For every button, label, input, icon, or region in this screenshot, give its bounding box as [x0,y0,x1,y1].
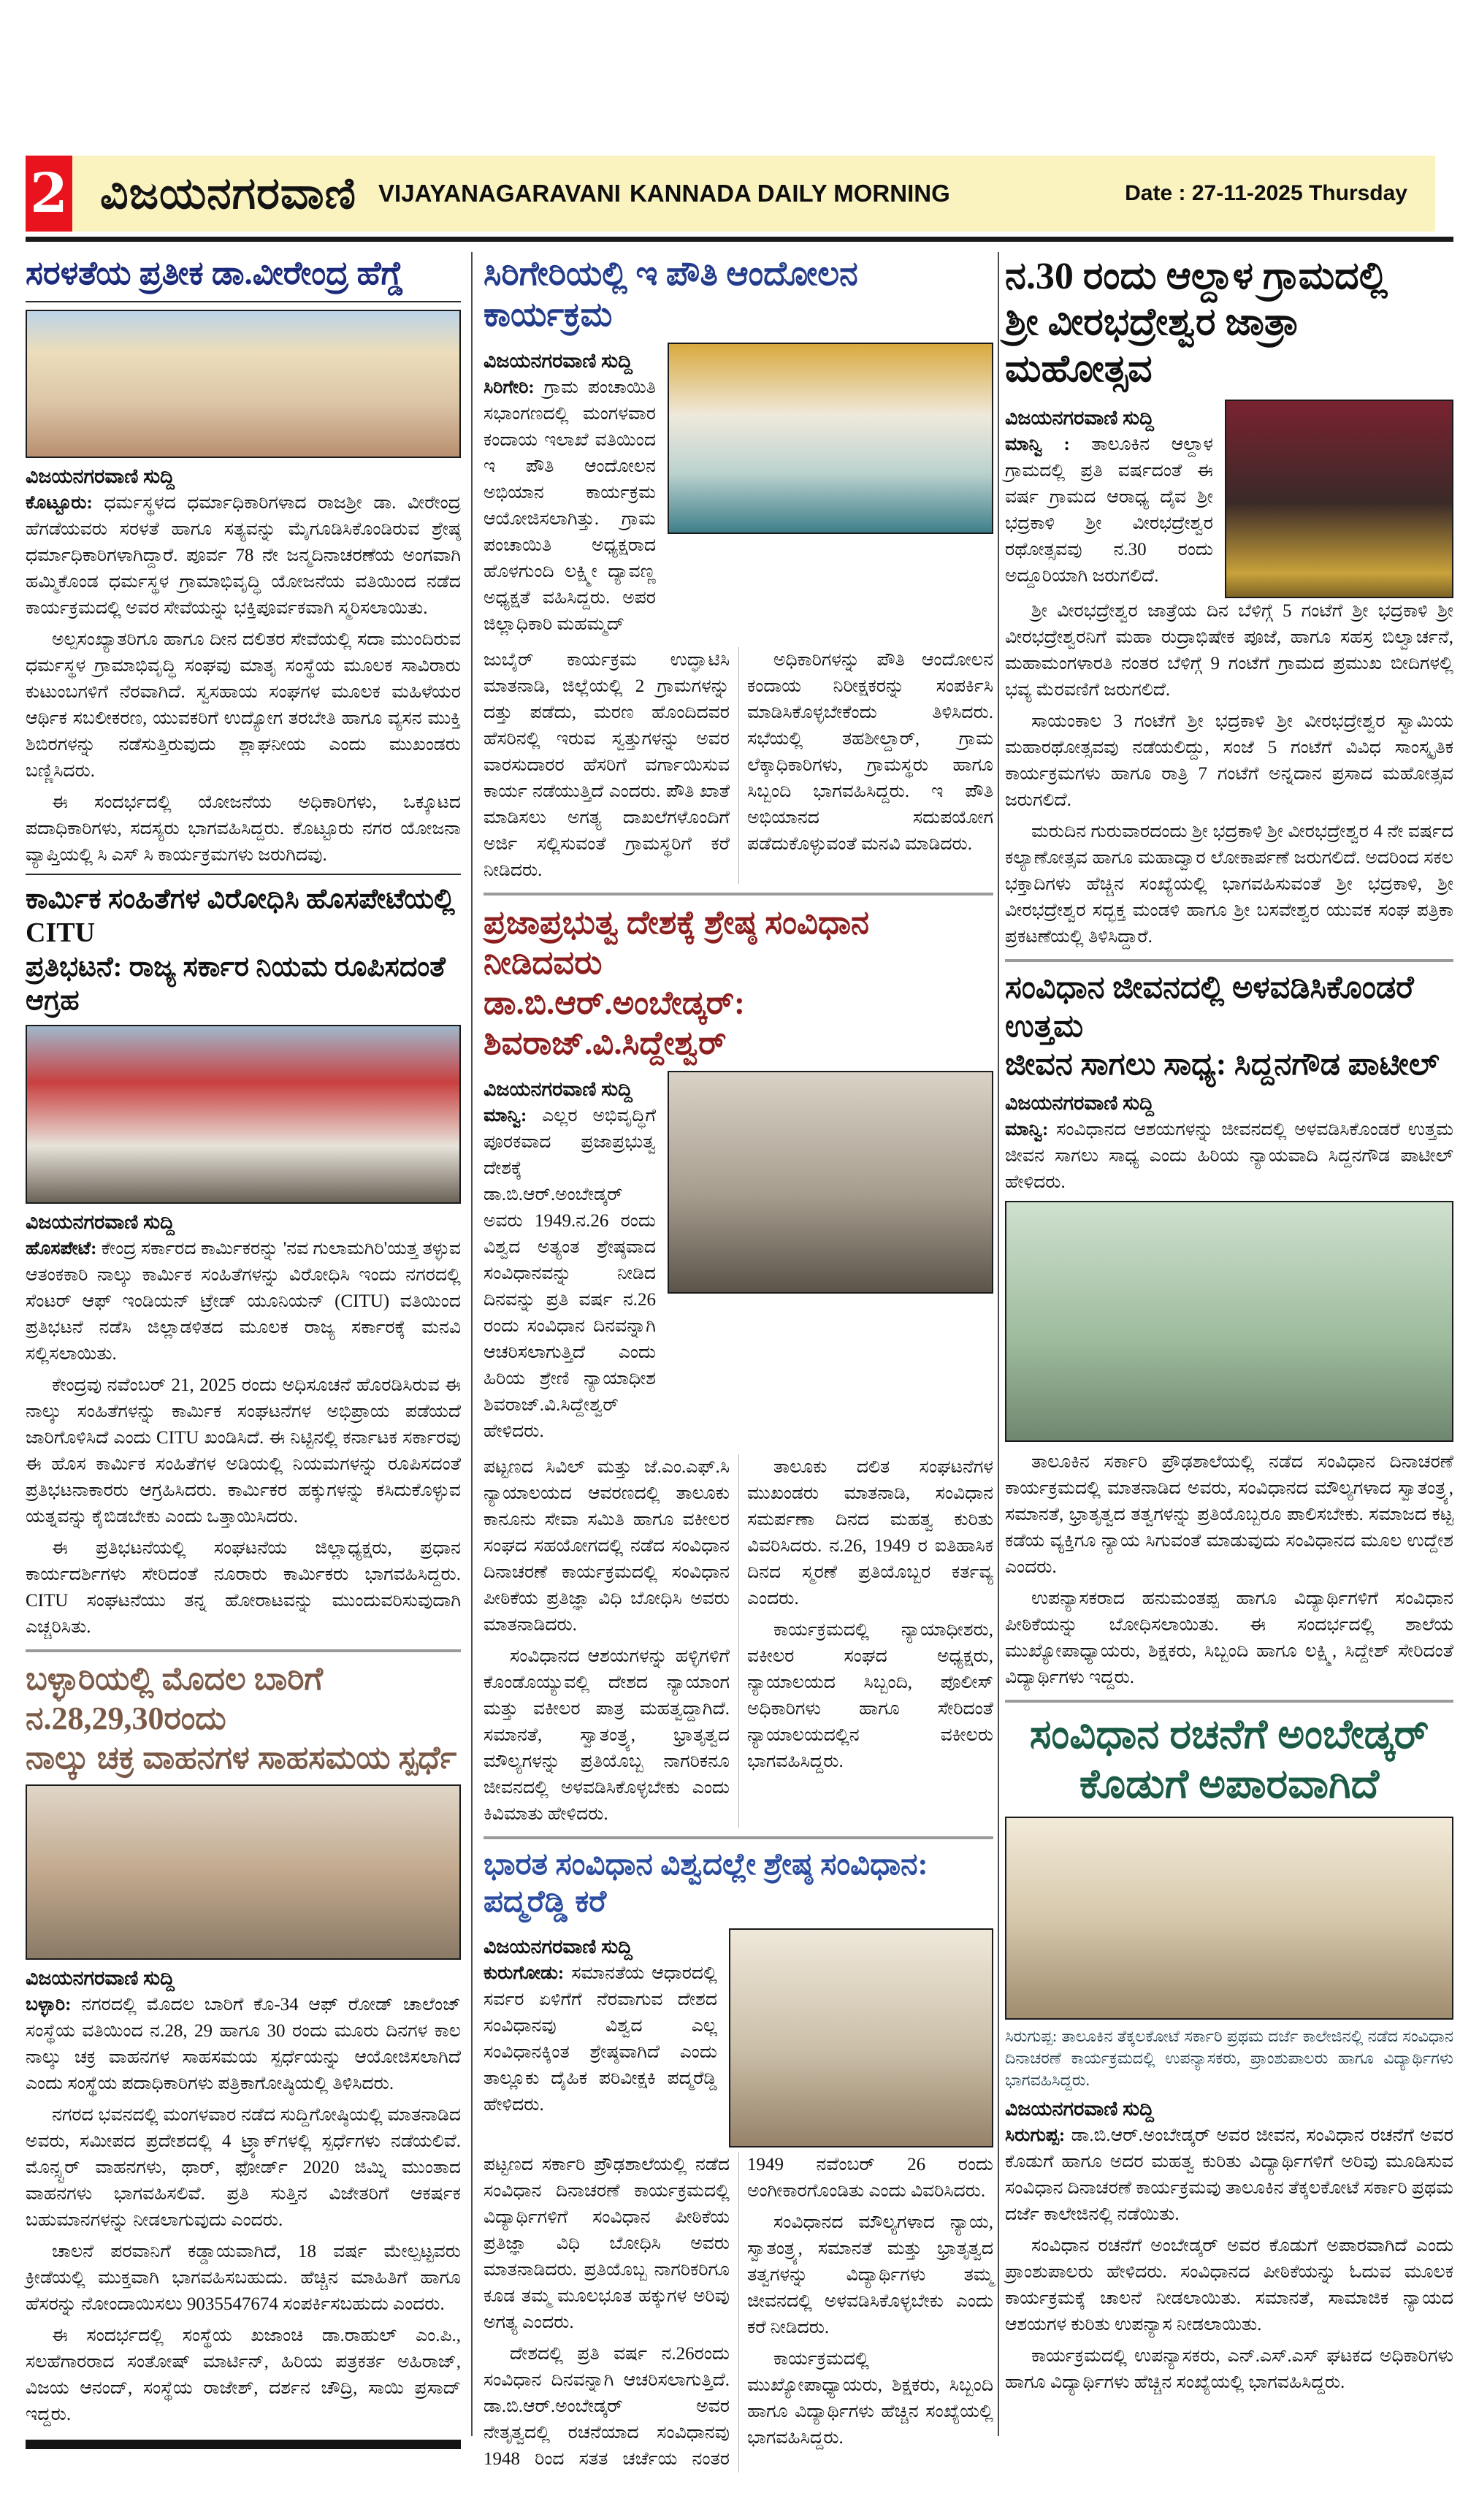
masthead [26,156,1435,232]
article-paragraph: ಸಾಯಂಕಾಲ 3 ಗಂಟೆಗೆ ಶ್ರೀ ಭದ್ರಕಾಳಿ ಶ್ರೀ ವೀರಭದ್ರೇಶ್ವರ ಸ್ವಾಮಿಯ ಮಹಾರಥೋತ್ಸವವು ನಡೆಯಲಿದ್ದು, ಸಂಜೆ 5 ಗಂಟೆಗೆ ವಿವಿಧ ಸಾಂಸ್ಕೃತಿಕ ಕಾರ್ಯಕ್ರಮಗಳು ಹಾಗೂ ರಾತ್ರಿ 7 ಗಂಟೆಗೆ ಅನ್ನದಾನ ಪ್ರಸಾದ ಮಹೋತ್ಸವ ಜರುಗಲಿದೆ. [1005,711,1453,811]
dateline: ವಿಜಯನಗರವಾಣಿ ಸುದ್ದಿ [26,1211,175,1234]
article-paragraph: ಕೇಂದ್ರವು ನವೆಂಬರ್ 21, 2025 ರಂದು ಅಧಿಸೂಚನೆ ಹೊರಡಿಸಿರುವ ಈ ನಾಲ್ಕು ಸಂಹಿತೆಗಳನ್ನು ಕಾರ್ಮಿಕ ಸಂಘಟನೆಗಳ ಅಭಿಪ್ರಾಯ ಪಡೆಯದೆ ಜಾರಿಗೊಳಿಸಿದೆ ಎಂದು CITU ಖಂಡಿಸಿದೆ. ಈ ನಿಟ್ಟಿನಲ್ಲಿ ಕರ್ನಾಟಕ ಸರ್ಕಾರವು ಈ ಹೊಸ ಕಾರ್ಮಿಕ ಸಂಹಿತೆಗಳ ಅಡಿಯಲ್ಲಿ ನಿಯಮಗಳನ್ನು ರೂಪಿಸದಂತೆ ಪ್ರತಿಭಟನಾಕಾರರು ಆಗ್ರಹಿಸಿದರು. ಕಾರ್ಮಿಕರ ಹಕ್ಕುಗಳನ್ನು ಕಸಿದುಕೊಳ್ಳುವ ಯತ್ನವನ್ನು ಕೈಬಿಡಬೇಕು ಎಂದು ಒತ್ತಾಯಿಸಿದರು. [26,1375,461,1527]
article-headline: ಭಾರತ ಸಂವಿಧಾನ ವಿಶ್ವದಲ್ಲೇ ಶ್ರೇಷ್ಠ ಸಂವಿಧಾನ: ಪದ್ಮರೆಡ್ಡಿ ಕರೆ [484,1847,928,1920]
article-top-row [484,1928,993,2147]
article-paragraph: ಉಪನ್ಯಾಸಕರಾದ ಹನುಮಂತಪ್ಪ ಹಾಗೂ ವಿದ್ಯಾರ್ಥಿಗಳಿಗೆ ಸಂವಿಧಾನ ಪೀಠಿಕೆಯನ್ನು ಬೋಧಿಸಲಾಯಿತು. ಈ ಸಂದರ್ಭದಲ್ಲಿ ಶಾಲೆಯ ಮುಖ್ಯೋಪಾಧ್ಯಾಯರು, ಶಿಕ್ಷಕರು, ಸಿಬ್ಬಂದಿ ಹಾಗೂ ಲಕ್ಷ್ಮಿ, ಸಿದ್ದೇಶ್ ಸೇರಿದಂತೆ ವಿದ್ಯಾರ್ಥಿಗಳು ಇದ್ದರು. [1005,1588,1453,1687]
right-column [1005,252,1453,2401]
article-top-row [1005,400,1453,598]
article-body-columns [484,647,993,884]
article-paragraph: ಶ್ರೀ ವೀರಭದ್ರೇಶ್ವರ ಜಾತ್ರೆಯ ದಿನ ಬೆಳಿಗ್ಗೆ 5 ಗಂಟೆಗೆ ಶ್ರೀ ಭದ್ರಕಾಳಿ ಶ್ರೀ ವೀರಭದ್ರೇಶ್ವರನಿಗೆ ಮಹಾ ರುದ್ರಾಭಿಷೇಕ ಪೂಜೆ, ಹಾಗೂ ಸಹಸ್ರ ಬಿಲ್ವಾರ್ಚನೆ, ಮಹಾಮಂಗಳಾರತಿ ನಂತರ ಬೆಳಿಗ್ಗೆ 9 ಗಂಟೆಗೆ ಗ್ರಾಮದ ಪ್ರಮುಖ ಬೀದಿಗಳಲ್ಲಿ ಭವ್ಯ ಮೆರವಣಿಗೆ ಜರುಗಲಿದೆ. [1005,601,1453,700]
article-paragraph: ಕುರುಗೋಡು: ಸಮಾನತೆಯ ಆಧಾರದಲ್ಲಿ ಸರ್ವರ ಏಳಿಗೆಗೆ ನೆರವಾಗುವ ದೇಶದ ಸಂವಿಧಾನವು ವಿಶ್ವದ ಎಲ್ಲ ಸಂವಿಧಾನಕ್ಕಿಂತ ಶ್ರೇಷ್ಠವಾಗಿದೆ ಎಂದು ತಾಲ್ಲೂಕು ದೈಹಿಕ ಪರಿವೀಕ್ಷಕಿ ಪದ್ಮರೆಡ್ಡಿ ಹೇಳಿದರು. [484,1963,717,2115]
article-paragraph: ಪಟ್ಟಣದ ಸರ್ಕಾರಿ ಪ್ರೌಢಶಾಲೆಯಲ್ಲಿ ನಡೆದ ಸಂವಿಧಾನ ದಿನಾಚರಣೆ ಕಾರ್ಯಕ್ರಮದಲ್ಲಿ ವಿದ್ಯಾರ್ಥಿಗಳಿಗೆ ಸಂವಿಧಾನ ಪೀಠಿಕೆಯ ಪ್ರತಿಜ್ಞಾ ವಿಧಿ ಬೋಧಿಸಿ ಅವರು ಮಾತನಾಡಿದರು. ಪ್ರತಿಯೊಬ್ಬ ನಾಗರಿಕರಿಗೂ ಕೂಡ ತಮ್ಮ ಮೂಲಭೂತ ಹಕ್ಕುಗಳ ಅರಿವು ಅಗತ್ಯ ಎಂದರು. [484,2155,730,2333]
dateline: ವಿಜಯನಗರವಾಣಿ ಸುದ್ದಿ [1005,1091,1154,1114]
article-separator [484,893,993,896]
article-separator [26,1649,461,1652]
classroom-program-photo [1005,1201,1453,1442]
article-paragraph: ಕೊಟ್ಟೂರು: ಧರ್ಮಸ್ಥಳದ ಧರ್ಮಾಧಿಕಾರಿಗಳಾದ ರಾಜಶ್ರೀ ಡಾ. ವೀರೇಂದ್ರ ಹೆಗಡೆಯವರು ಸರಳತೆ ಹಾಗೂ ಸತ್ಯವನ್ನು ಮೈಗೂಡಿಸಿಕೊಂಡಿರುವ ಶ್ರೇಷ್ಠ ಧರ್ಮಾಧಿಕಾರಿಗಳಾಗಿದ್ದಾರೆ. ಪೂರ್ವ 78 ನೇ ಜನ್ಮದಿನಾಚರಣೆಯ ಅಂಗವಾಗಿ ಹಮ್ಮಿಕೊಂಡ ಧರ್ಮಸ್ಥಳ ಗ್ರಾಮಾಭಿವೃದ್ಧಿ ಯೋಜನೆಯ ವತಿಯಿಂದ ನಡೆದ ಕಾರ್ಯಕ್ರಮದಲ್ಲಿ ಅವರ ಸೇವೆಯನ್ನು ಭಕ್ತಿಪೂರ್ವಕವಾಗಿ ಸ್ಮರಿಸಲಾಯಿತು. [26,492,462,618]
article-kottur-hegde [26,253,461,868]
article-paragraph: ಕಾರ್ಯಕ್ರಮದಲ್ಲಿ ಉಪನ್ಯಾಸಕರು, ಎನ್.ಎಸ್.ಎಸ್ ಘಟಕದ ಅಧಿಕಾರಿಗಳು ಹಾಗೂ ವಿದ್ಯಾರ್ಥಿಗಳು ಹೆಚ್ಚಿನ ಸಂಖ್ಯೆಯಲ್ಲಿ ಭಾಗವಹಿಸಿದ್ದರು. [1005,2346,1453,2393]
article-separator [1005,959,1453,962]
page-number: 2 [26,156,72,232]
court-program-photo [668,1071,993,1294]
article-headline: ನ.30 ರಂದು ಆಲ್ದಾಳ ಗ್ರಾಮದಲ್ಲಿ ಶ್ರೀ ವೀರಭದ್ರೇಶ್ವರ ಜಾತ್ರಾ ಮಹೋತ್ಸವ [1005,256,1388,390]
dateline: ವಿಜಯನಗರವಾಣಿ ಸುದ್ದಿ [1005,407,1154,429]
article-paragraph: ಸಂವಿಧಾನ ರಚನೆಗೆ ಅಂಬೇಡ್ಕರ್ ಅವರ ಕೊಡುಗೆ ಅಪಾರವಾಗಿದೆ ಎಂದು ಪ್ರಾಂಶುಪಾಲರು ಹೇಳಿದರು. ಸಂವಿಧಾನದ ಪೀಠಿಕೆಯನ್ನು ಓದುವ ಮೂಲಕ ಕಾರ್ಯಕ್ರಮಕ್ಕೆ ಚಾಲನೆ ನೀಡಲಾಯಿತು. ಸಮಾನತೆ, ಸಾಮಾಜಿಕ ನ್ಯಾಯದ ಆಶಯಗಳ ಕುರಿತು ಉಪನ್ಯಾಸ ನೀಡಲಾಯಿತು. [1005,2236,1453,2335]
article-bellary-offroad [26,1660,461,2449]
column-divider [471,252,473,2436]
article-paragraph: ಸಿರಿಗೇರಿ: ಗ್ರಾಮ ಪಂಚಾಯಿತಿ ಸಭಾಂಗಣದಲ್ಲಿ ಮಂಗಳವಾರ ಕಂದಾಯ ಇಲಾಖೆ ವತಿಯಿಂದ ಇ ಪೌತಿ ಆಂದೋಲನ ಅಭಿಯಾನ ಕಾರ್ಯಕ್ರಮ ಆಯೋಜಿಸಲಾಗಿತ್ತು. ಗ್ರಾಮ ಪಂಚಾಯಿತಿ ಅಧ್ಯಕ್ಷರಾದ ಹೊಳಗುಂದಿ ಲಕ್ಷ್ಮೀ ದ್ಯಾವಣ್ಣ ಅಧ್ಯಕ್ಷತೆ ವಹಿಸಿದ್ದರು. ಅಪರ ಜಿಲ್ಲಾಧಿಕಾರಿ ಮಹಮ್ಮದ್ [484,378,656,635]
article-lead-column [484,1928,717,2123]
article-paragraph: ಈ ಪ್ರತಿಭಟನೆಯಲ್ಲಿ ಸಂಘಟನೆಯ ಜಿಲ್ಲಾಧ್ಯಕ್ಷರು, ಪ್ರಧಾನ ಕಾರ್ಯದರ್ಶಿಗಳು ಸೇರಿದಂತೆ ನೂರಾರು ಕಾರ್ಮಿಕರು ಭಾಗವಹಿಸಿದ್ದರು. CITU ಸಂಘಟನೆಯು ತನ್ನ ಹೋರಾಟವನ್ನು ಮುಂದುವರಿಸುವುದಾಗಿ ಎಚ್ಚರಿಸಿತು. [26,1538,461,1638]
article-paragraph: ಈ ಸಂದರ್ಭದಲ್ಲಿ ಯೋಜನೆಯ ಅಧಿಕಾರಿಗಳು, ಒಕ್ಕೂಟದ ಪದಾಧಿಕಾರಿಗಳು, ಸದಸ್ಯರು ಭಾಗವಹಿಸಿದ್ದರು. ಕೊಟ್ಟೂರು ನಗರ ಯೋಜನಾ ವ್ಯಾಪ್ತಿಯಲ್ಲಿ ಸಿ ಎಸ್ ಸಿ ಕಾರ್ಯಕ್ರಮಗಳು ಜರುಗಿದವು. [26,792,461,865]
kottur-event-photo [26,310,461,458]
article-separator [1005,1700,1453,1703]
article-separator [484,1836,993,1839]
deity-idols-photo [1225,400,1453,598]
college-event-photo [1005,1817,1453,2020]
column-end-bar [26,2440,461,2449]
article-headline: ಸಂವಿಧಾನ ಜೀವನದಲ್ಲಿ ಅಳವಡಿಸಿಕೊಂಡರೆ ಉತ್ತಮ ಜೀವನ ಸಾಗಲು ಸಾಧ್ಯ: ಸಿದ್ದನಗೌಡ ಪಾಟೀಲ್ [1005,971,1440,1083]
article-headline: ಸಂವಿಧಾನ ರಚನೆಗೆ ಅಂಬೇಡ್ಕರ್ ಕೊಡುಗೆ ಅಪಾರವಾಗಿದೆ [1029,1711,1429,1807]
dateline: ವಿಜಯನಗರವಾಣಿ ಸುದ್ದಿ [484,1077,633,1100]
article-paragraph: ಬಳ್ಳಾರಿ: ನಗರದಲ್ಲಿ ಮೊದಲ ಬಾರಿಗೆ ಕೊ-34 ಆಫ್ ರೋಡ್ ಚಾಲೆಂಜ್ ಸಂಸ್ಥೆಯ ವತಿಯಿಂದ ನ.28, 29 ಹಾಗೂ 30 ರಂದು ಮೂರು ದಿನಗಳ ಕಾಲ ನಾಲ್ಕು ಚಕ್ರ ವಾಹನಗಳ ಸಾಹಸಮಯ ಸ್ಪರ್ಧೆಯನ್ನು ಆಯೋಜಿಸಲಾಗಿದೆ ಎಂದು ಸಂಸ್ಥೆಯ ಪದಾಧಿಕಾರಿಗಳು ಪತ್ರಿಕಾಗೋಷ್ಠಿಯಲ್ಲಿ ತಿಳಿಸಿದರು. [26,1995,461,2094]
citu-protest-photo [26,1025,461,1204]
article-sirguppa-ambedkar [1005,1710,1453,2397]
article-sirigeri-epauthi [484,253,993,884]
article-paragraph: ತಾಲೂಕು ದಲಿತ ಸಂಘಟನೆಗಳ ಮುಖಂಡರು ಮಾತನಾಡಿ, ಸಂವಿಧಾನ ಸಮರ್ಪಣಾ ದಿನದ ಮಹತ್ವ ಕುರಿತು ವಿವರಿಸಿದರು. ನ.26, 1949 ರ ಐತಿಹಾಸಿಕ ದಿನದ ಸ್ಮರಣೆ ಪ್ರತಿಯೊಬ್ಬರ ಕರ್ತವ್ಯ ಎಂದರು. [747,1456,993,1608]
article-paragraph: ಕಾರ್ಯಕ್ರಮದಲ್ಲಿ ನ್ಯಾಯಾಧೀಶರು, ವಕೀಲರ ಸಂಘದ ಅಧ್ಯಕ್ಷರು, ನ್ಯಾಯಾಲಯದ ಸಿಬ್ಬಂದಿ, ಪೊಲೀಸ್ ಅಧಿಕಾರಿಗಳು ಹಾಗೂ ಸೇರಿದಂತೆ ನ್ಯಾಯಾಲಯದಲ್ಲಿನ ವಕೀಲರು ಭಾಗವಹಿಸಿದ್ದರು. [747,1619,993,1771]
article-paragraph: ಕಾರ್ಯಕ್ರಮದಲ್ಲಿ ಮುಖ್ಯೋಪಾಧ್ಯಾಯರು, ಶಿಕ್ಷಕರು, ಸಿಬ್ಬಂದಿ ಹಾಗೂ ವಿದ್ಯಾರ್ಥಿಗಳು ಹೆಚ್ಚಿನ ಸಂಖ್ಯೆಯಲ್ಲಿ ಭಾಗವಹಿಸಿದ್ದರು. [747,2349,993,2448]
article-paragraph: ದೇಶದಲ್ಲಿ ಪ್ರತಿ ವರ್ಷ ನ.26ರಂದು ಸಂವಿಧಾನ ದಿನವನ್ನಾಗಿ ಆಚರಿಸಲಾಗುತ್ತಿದೆ. ಡಾ.ಬಿ.ಆರ್.ಅಂಬೇಡ್ಕರ್ ಅವರ ನೇತೃತ್ವದಲ್ಲಿ ರಚನೆಯಾದ ಸಂವಿಧಾನವು 1948 ರಿಂದ ಸತತ ಚರ್ಚೆಯ ನಂತರ 1949 ನವೆಂಬರ್ 26 ರಂದು ಅಂಗೀಕಾರಗೊಂಡಿತು ಎಂದು ವಿವರಿಸಿದರು. [484,2155,993,2470]
dateline: ವಿಜಯನಗರವಾಣಿ ಸುದ್ದಿ [1005,2098,1154,2120]
article-citu-protest [26,882,461,1641]
article-headline: ಸರಳತೆಯ ಪ್ರತೀಕ ಡಾ.ವೀರೇಂದ್ರ ಹೆಗ್ಡೆ [26,255,404,291]
article-siddanagouda-patil [1005,969,1453,1690]
article-paragraph: ಅಲ್ಪಸಂಖ್ಯಾತರಿಗೂ ಹಾಗೂ ದೀನ ದಲಿತರ ಸೇವೆಯಲ್ಲಿ ಸದಾ ಮುಂದಿರುವ ಧರ್ಮಸ್ಥಳ ಗ್ರಾಮಾಭಿವೃದ್ಧಿ ಸಂಘವು ಮಾತೃ ಸಂಸ್ಥೆಯ ಮೂಲಕ ಸಾವಿರಾರು ಕುಟುಂಬಗಳಿಗೆ ನೆರವಾಗಿದೆ. ಸ್ವಸಹಾಯ ಸಂಘಗಳ ಮೂಲಕ ಮಹಿಳೆಯರ ಆರ್ಥಿಕ ಸಬಲೀಕರಣ, ಯುವಕರಿಗೆ ಉದ್ಯೋಗ ತರಬೇತಿ ಹಾಗೂ ವ್ಯಸನ ಮುಕ್ತಿ ಶಿಬಿರಗಳನ್ನು ನಡೆಸುತ್ತಿರುವುದು ಶ್ಲಾಘನೀಯ ಎಂದು ಮುಖಂಡರು ಬಣ್ಣಿಸಿದರು. [26,629,461,781]
article-paragraph: ಮಾನ್ವಿ: ಸಂವಿಧಾನದ ಆಶಯಗಳನ್ನು ಜೀವನದಲ್ಲಿ ಅಳವಡಿಸಿಕೊಂಡರೆ ಉತ್ತಮ ಜೀವನ ಸಾಗಲು ಸಾಧ್ಯ ಎಂದು ಹಿರಿಯ ನ್ಯಾಯವಾದಿ ಸಿದ್ದನಗೌಡ ಪಾಟೀಲ್ ಹೇಳಿದರು. [1005,1119,1454,1192]
article-headline: ಬಳ್ಳಾರಿಯಲ್ಲಿ ಮೊದಲ ಬಾರಿಗೆ ನ.28,29,30ರಂದು ನಾಲ್ಕು ಚಕ್ರ ವಾಹನಗಳ ಸಾಹಸಮಯ ಸ್ಪರ್ಧೆ [26,1661,457,1776]
article-paragraph: ಮರುದಿನ ಗುರುವಾರದಂದು ಶ್ರೀ ಭದ್ರಕಾಳಿ ಶ್ರೀ ವೀರಭದ್ರೇಶ್ವರ 4 ನೇ ವರ್ಷದ ಕಲ್ಯಾಣೋತ್ಸವ ಹಾಗೂ ಮಹಾದ್ವಾರ ಲೋಕಾರ್ಪಣೆ ಜರುಗಲಿದೆ. ಅದರಿಂದ ಸಕಲ ಭಕ್ತಾದಿಗಳು ಹೆಚ್ಚಿನ ಸಂಖ್ಯೆಯಲ್ಲಿ ಭಾಗವಹಿಸುವಂತೆ ಶ್ರೀ ಭದ್ರಕಾಳಿ, ಶ್ರೀ ವೀರಭದ್ರೇಶ್ವರ ಸದ್ಭಕ್ತ ಮಂಡಳಿ ಹಾಗೂ ಶ್ರೀ ಬಸವೇಶ್ವರ ಯುವಕ ಸಂಘ ಪತ್ರಿಕಾ ಪ್ರಕಟಣೆಯಲ್ಲಿ ತಿಳಿಸಿದ್ದಾರೆ. [1005,822,1453,947]
press-meet-photo [26,1784,461,1960]
article-paragraph: ಮಾನ್ವಿ: ಎಲ್ಲರ ಅಭಿವೃದ್ಧಿಗೆ ಪೂರಕವಾದ ಪ್ರಜಾಪ್ರಭುತ್ವ ದೇಶಕ್ಕೆ ಡಾ.ಬಿ.ಆರ್.ಅಂಬೇಡ್ಕರ್ ಅವರು 1949.ನ.26 ರಂದು ವಿಶ್ವದ ಅತ್ಯಂತ ಶ್ರೇಷ್ಠವಾದ ಸಂವಿಧಾನವನ್ನು ನೀಡಿದ ದಿನವನ್ನು ಪ್ರತಿ ವರ್ಷ ನ.26 ರಂದು ಸಂವಿಧಾನ ದಿನವನ್ನಾಗಿ ಆಚರಿಸಲಾಗುತ್ತಿದೆ ಎಂದು ಹಿರಿಯ ಶ್ರೇಣಿ ನ್ಯಾಯಾಧೀಶ ಶಿವರಾಜ್.ವಿ.ಸಿದ್ದೇಶ್ವರ್ ಹೇಳಿದರು. [484,1105,656,1441]
article-separator [26,874,461,875]
school-program-photo [729,1928,993,2147]
article-kurugodu-constitution [484,1847,993,2473]
date-label: Date : 27-11-2025 Thursday [1125,181,1407,205]
article-body-columns [484,1454,993,1828]
epauthi-meeting-photo [668,343,993,534]
middle-column [484,252,993,2473]
article-paragraph: ಈ ಸಂದರ್ಭದಲ್ಲಿ ಸಂಸ್ಥೆಯ ಖಜಾಂಚಿ ಡಾ.ರಾಹುಲ್ ಎಂ.ಪಿ., ಸಲಹೆಗಾರರಾದ ಸಂತೋಷ್ ಮಾರ್ಟಿನ್, ಹಿರಿಯ ಪತ್ರಕರ್ತ ಅಹಿರಾಜ್, ವಿಜಯ ಆನಂದ್, ಸಂಸ್ಥೆಯ ರಾಜೇಶ್, ದರ್ಶನ ಚೌದ್ರಿ, ಸಾಯಿ ಪ್ರಸಾದ್ ಇದ್ದರು. [26,2326,461,2425]
article-lead-column [1005,400,1213,595]
article-paragraph: ನಗರದ ಭವನದಲ್ಲಿ ಮಂಗಳವಾರ ನಡೆದ ಸುದ್ದಿಗೋಷ್ಠಿಯಲ್ಲಿ ಮಾತನಾಡಿದ ಅವರು, ಸಮೀಪದ ಪ್ರದೇಶದಲ್ಲಿ 4 ಟ್ರ್ಯಾಕ್‌ಗಳಲ್ಲಿ ಸ್ಪರ್ಧೆಗಳು ನಡೆಯಲಿವೆ. ಮೊನ್ಸ್ಟರ್ ವಾಹನಗಳು, ಥಾರ್, ಫೋರ್ಡ್ 2020 ಜಿಮ್ನಿ ಮುಂತಾದ ವಾಹನಗಳು ಭಾಗವಹಿಸಲಿವೆ. ಪ್ರತಿ ಸುತ್ತಿನ ವಿಜೇತರಿಗೆ ಆಕರ್ಷಕ ಬಹುಮಾನಗಳನ್ನು ನೀಡಲಾಗುವುದು ಎಂದರು. [26,2105,461,2231]
article-aldala-jatra [1005,253,1453,950]
dateline: ವಿಜಯನಗರವಾಣಿ ಸುದ್ದಿ [26,1967,175,1990]
column-divider [998,252,999,2436]
masthead-tagline: KANNADA DAILY MORNING [629,180,950,207]
article-paragraph: ಸಿರುಗುಪ್ಪ: ಡಾ.ಬಿ.ಆರ್.ಅಂಬೇಡ್ಕರ್ ಅವರ ಜೀವನ, ಸಂವಿಧಾನ ರಚನೆಗೆ ಅವರ ಕೊಡುಗೆ ಹಾಗೂ ಅದರ ಮಹತ್ವ ಕುರಿತು ವಿದ್ಯಾರ್ಥಿಗಳಿಗೆ ಅರಿವು ಮೂಡಿಸುವ ಸಂವಿಧಾನ ದಿನಾಚರಣೆ ಕಾರ್ಯಕ್ರಮವು ತಾಲೂಕಿನ ತೆಕ್ಕಲಕೋಟೆ ಸರ್ಕಾರಿ ಪ್ರಥಮ ದರ್ಜೆ ಕಾಲೇಜಿನಲ್ಲಿ ನಡೆಯಿತು. [1005,2126,1453,2225]
article-paragraph: ಸಂವಿಧಾನದ ಮೌಲ್ಯಗಳಾದ ನ್ಯಾಯ, ಸ್ವಾತಂತ್ರ್ಯ, ಸಮಾನತೆ ಮತ್ತು ಭ್ರಾತೃತ್ವದ ತತ್ವಗಳನ್ನು ವಿದ್ಯಾರ್ಥಿಗಳು ತಮ್ಮ ಜೀವನದಲ್ಲಿ ಅಳವಡಿಸಿಕೊಳ್ಳಬೇಕು ಎಂದು ಕರೆ ನೀಡಿದರು. [747,2212,993,2338]
masthead-english-title: VIJAYANAGARAVANI [378,180,621,207]
article-paragraph: ಅಧಿಕಾರಿಗಳನ್ನು ಪೌತಿ ಆಂದೋಲನ ಕಂದಾಯ ನಿರೀಕ್ಷಕರನ್ನು ಸಂಪರ್ಕಿಸಿ ಮಾಡಿಸಿಕೊಳ್ಳಬೇಕೆಂದು ತಿಳಿಸಿದರು. ಸಭೆಯಲ್ಲಿ ತಹಶೀಲ್ದಾರ್, ಗ್ರಾಮ ಲೆಕ್ಕಾಧಿಕಾರಿಗಳು, ಗ್ರಾಮಸ್ಥರು ಹಾಗೂ ಸಿಬ್ಬಂದಿ ಭಾಗವಹಿಸಿದ್ದರು. ಇ ಪೌತಿ ಅಭಿಯಾನದ ಸದುಪಯೋಗ ಪಡೆದುಕೊಳ್ಳುವಂತೆ ಮನವಿ ಮಾಡಿದರು. [747,650,993,855]
left-column [26,252,461,2449]
article-paragraph: ಹೊಸಪೇಟೆ: ಕೇಂದ್ರ ಸರ್ಕಾರದ ಕಾರ್ಮಿಕರನ್ನು 'ನವ ಗುಲಾಮಗಿರಿ'ಯತ್ತ ತಳ್ಳುವ ಆತಂಕಕಾರಿ ನಾಲ್ಕು ಕಾರ್ಮಿಕ ಸಂಹಿತೆಗಳನ್ನು ವಿರೋಧಿಸಿ ಇಂದು ನಗರದಲ್ಲಿ ಸೆಂಟರ್ ಆಫ್ ಇಂಡಿಯನ್ ಟ್ರೇಡ್ ಯೂನಿಯನ್ (CITU) ವತಿಯಿಂದ ಪ್ರತಿಭಟನೆ ನಡೆಸಿ ಜಿಲ್ಲಾಡಳಿತದ ಮೂಲಕ ರಾಜ್ಯ ಸರ್ಕಾರಕ್ಕೆ ಮನವಿ ಸಲ್ಲಿಸಲಾಯಿತು. [26,1239,461,1364]
article-paragraph: ತಾಲೂಕಿನ ಸರ್ಕಾರಿ ಪ್ರೌಢಶಾಲೆಯಲ್ಲಿ ನಡೆದ ಸಂವಿಧಾನ ದಿನಾಚರಣೆ ಕಾರ್ಯಕ್ರಮದಲ್ಲಿ ಮಾತನಾಡಿದ ಅವರು, ಸಂವಿಧಾನದ ಮೌಲ್ಯಗಳಾದ ಸ್ವಾತಂತ್ರ್ಯ, ಸಮಾನತೆ, ಭ್ರಾತೃತ್ವದ ತತ್ವಗಳನ್ನು ಪ್ರತಿಯೊಬ್ಬರೂ ಪಾಲಿಸಬೇಕು. ಸಮಾಜದ ಕಟ್ಟ ಕಡೆಯ ವ್ಯಕ್ತಿಗೂ ನ್ಯಾಯ ಸಿಗುವಂತೆ ಮಾಡುವುದು ಸಂವಿಧಾನದ ಮೂಲ ಉದ್ದೇಶ ಎಂದರು. [1005,1451,1453,1577]
headline-rule [26,301,461,302]
article-top-row [484,343,993,643]
article-headline: ಸಿರಿಗೇರಿಯಲ್ಲಿ ಇ ಪೌತಿ ಆಂದೋಲನ ಕಾರ್ಯಕ್ರಮ [484,255,858,334]
dateline: ವಿಜಯನಗರವಾಣಿ ಸುದ್ದಿ [26,465,175,487]
article-paragraph: ಜುಬೈರ್ ಕಾರ್ಯಕ್ರಮ ಉದ್ಘಾಟಿಸಿ ಮಾತನಾಡಿ, ಜಿಲ್ಲೆಯಲ್ಲಿ 2 ಗ್ರಾಮಗಳನ್ನು ದತ್ತು ಪಡೆದು, ಮರಣ ಹೊಂದಿದವರ ಹೆಸರಿನಲ್ಲಿ ಇರುವ ಸ್ವತ್ತುಗಳನ್ನು ಅವರ ವಾರಸುದಾರರ ಹೆಸರಿಗೆ ವರ್ಗಾಯಿಸುವ ಕಾರ್ಯ ನಡೆಯುತ್ತಿದೆ ಎಂದರು. ಪೌತಿ ಖಾತೆ ಮಾಡಿಸಲು ಅಗತ್ಯ ದಾಖಲೆಗಳೊಂದಿಗೆ ಅರ್ಜಿ ಸಲ್ಲಿಸುವಂತೆ ಗ್ರಾಮಸ್ಥರಿಗೆ ಕರೆ ನೀಡಿದರು. [484,650,730,881]
dateline: ವಿಜಯನಗರವಾಣಿ ಸುದ್ದಿ [484,1936,633,1958]
article-paragraph: ಮಾನ್ವಿ : ತಾಲೂಕಿನ ಆಲ್ದಾಳ ಗ್ರಾಮದಲ್ಲಿ ಪ್ರತಿ ವರ್ಷದಂತೆ ಈ ವರ್ಷ ಗ್ರಾಮದ ಆರಾಧ್ಯ ದೈವ ಶ್ರೀ ಭದ್ರಕಾಳಿ ಶ್ರೀ ವೀರಭದ್ರೇಶ್ವರ ರಥೋತ್ಸವವು ನ.30 ರಂದು ಅದ್ದೂರಿಯಾಗಿ ಜರುಗಲಿದೆ. [1005,435,1213,587]
article-top-row [484,1071,993,1450]
article-body-columns [484,2152,993,2473]
article-paragraph: ಪಟ್ಟಣದ ಸಿವಿಲ್ ಮತ್ತು ಜೆ.ಎಂ.ಎಫ್.ಸಿ ನ್ಯಾಯಾಲಯದ ಆವರಣದಲ್ಲಿ ತಾಲೂಕು ಕಾನೂನು ಸೇವಾ ಸಮಿತಿ ಹಾಗೂ ವಕೀಲರ ಸಂಘದ ಸಹಯೋಗದಲ್ಲಿ ನಡೆದ ಸಂವಿಧಾನ ದಿನಾಚರಣೆ ಕಾರ್ಯಕ್ರಮದಲ್ಲಿ ಸಂವಿಧಾನ ಪೀಠಿಕೆಯ ಪ್ರತಿಜ್ಞಾ ವಿಧಿ ಬೋಧಿಸಿ ಅವರು ಮಾತನಾಡಿದರು. [484,1456,730,1635]
article-paragraph: ಚಾಲನೆ ಪರವಾನಿಗೆ ಕಡ್ಡಾಯವಾಗಿದೆ, 18 ವರ್ಷ ಮೇಲ್ಪಟ್ಟವರು ಕ್ರೀಡೆಯಲ್ಲಿ ಮುಕ್ತವಾಗಿ ಭಾಗವಹಿಸಬಹುದು. ಹೆಚ್ಚಿನ ಮಾಹಿತಿಗೆ ಹಾಗೂ ಹೆಸರನ್ನು ನೋಂದಾಯಿಸಲು 9035547674 ಸಂಪರ್ಕಿಸಬಹುದು ಎಂದರು. [26,2242,461,2315]
photo-caption: ಸಿರುಗುಪ್ಪ: ತಾಲೂಕಿನ ತೆಕ್ಕಲಕೋಟೆ ಸರ್ಕಾರಿ ಪ್ರಥಮ ದರ್ಜೆ ಕಾಲೇಜಿನಲ್ಲಿ ನಡೆದ ಸಂವಿಧಾನ ದಿನಾಚರಣೆ ಕಾರ್ಯಕ್ರಮದಲ್ಲಿ ಉಪನ್ಯಾಸಕರು, ಪ್ರಾಂಶುಪಾಲರು ಹಾಗೂ ವಿದ್ಯಾರ್ಥಿಗಳು ಭಾಗವಹಿಸಿದ್ದರು. [1005,2027,1453,2089]
article-lead-column [484,1071,656,1450]
masthead-rule [26,237,1453,242]
article-lead-column [484,343,656,643]
dateline: ವಿಜಯನಗರವಾಣಿ ಸುದ್ದಿ [484,350,633,373]
masthead-band [72,156,1435,232]
article-paragraph: ಸಂವಿಧಾನದ ಆಶಯಗಳನ್ನು ಹಳ್ಳಿಗಳಿಗೆ ಕೊಂಡೊಯ್ಯುವಲ್ಲಿ ದೇಶದ ನ್ಯಾಯಾಂಗ ಮತ್ತು ವಕೀಲರ ಪಾತ್ರ ಮಹತ್ವದ್ದಾಗಿದೆ. ಸಮಾನತೆ, ಸ್ವಾತಂತ್ರ್ಯ, ಭ್ರಾತೃತ್ವದ ಮೌಲ್ಯಗಳನ್ನು ಪ್ರತಿಯೊಬ್ಬ ನಾಗರಿಕನೂ ಜೀವನದಲ್ಲಿ ಅಳವಡಿಸಿಕೊಳ್ಳಬೇಕು ಎಂದು ಕಿವಿಮಾತು ಹೇಳಿದರು. [484,1646,730,1824]
article-ambedkar-constitution-manvi [484,903,993,1828]
article-headline: ಕಾರ್ಮಿಕ ಸಂಹಿತೆಗಳ ವಿರೋಧಿಸಿ ಹೊಸಪೇಟೆಯಲ್ಲಿ CITU ಪ್ರತಿಭಟನೆ: ರಾಜ್ಯ ಸರ್ಕಾರ ನಿಯಮ ರೂಪಿಸದಂತೆ ಆಗ್ರಹ [26,883,455,1016]
article-headline: ಪ್ರಜಾಪ್ರಭುತ್ವ ದೇಶಕ್ಕೆ ಶ್ರೇಷ್ಠ ಸಂವಿಧಾನ ನೀಡಿದವರು ಡಾ.ಬಿ.ಆರ್.ಅಂಬೇಡ್ಕರ್: ಶಿವರಾಜ್.ವಿ.ಸಿದ್ದೇಶ್ವರ್ [484,904,870,1061]
masthead-kannada-title: ವಿಜಯನಗರವಾಣಿ [100,169,357,218]
